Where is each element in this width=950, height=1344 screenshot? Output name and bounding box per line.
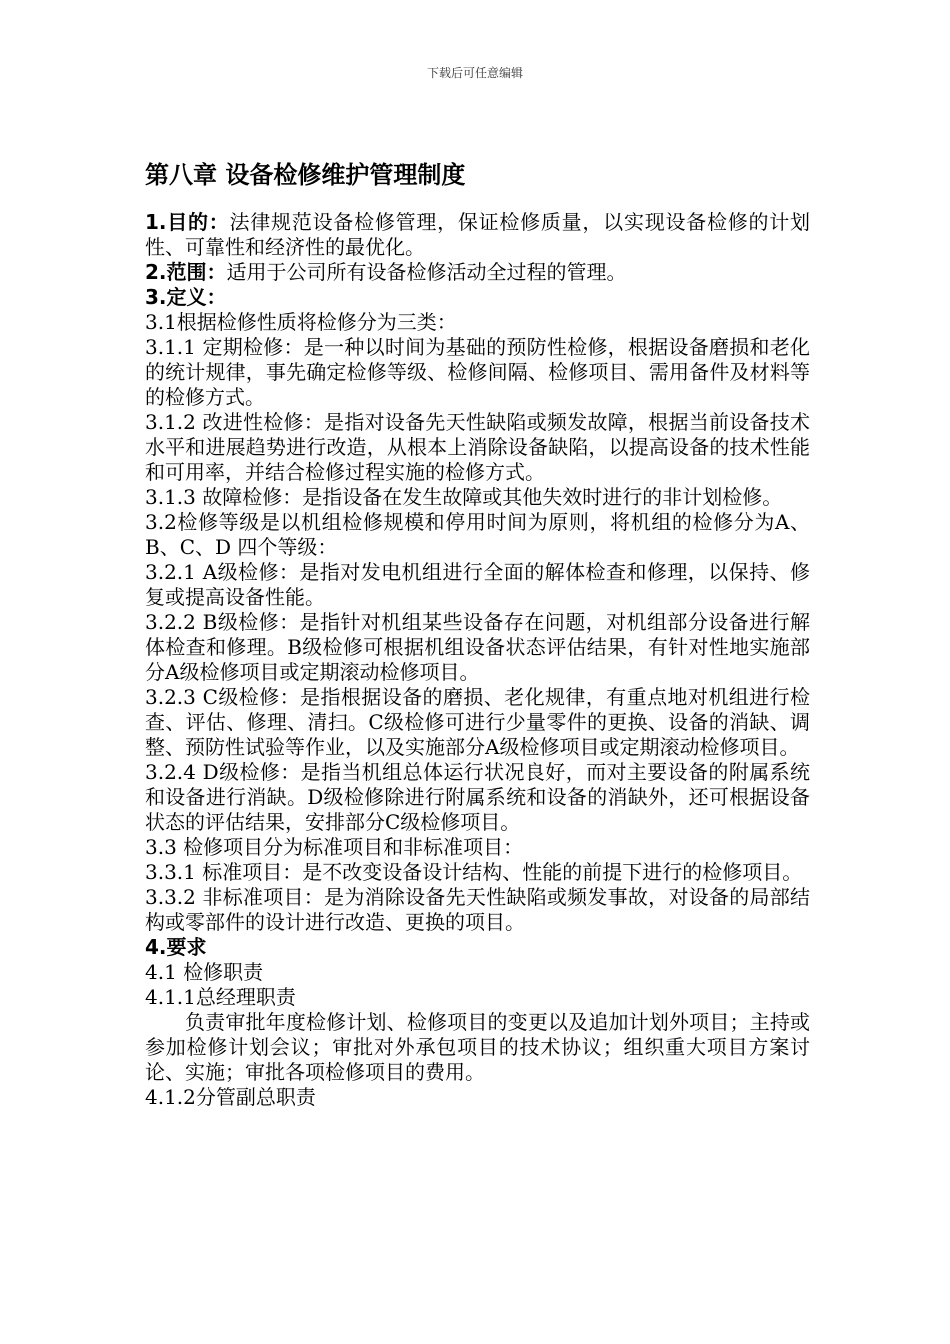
section-scope-label: 2.范围： bbox=[145, 260, 227, 284]
section-purpose-text: 法律规范设备检修管理，保证检修质量，以实现设备检修的计划性、可靠性和经济性的最优化。 bbox=[145, 210, 811, 259]
paragraph-3-2: 3.2检修等级是以机组检修规模和停用时间为原则，将机组的检修分为A、B、C、D 四个等级： bbox=[145, 510, 810, 559]
paragraph-4-1-1: 4.1.1总经理职责 bbox=[145, 985, 296, 1009]
document-body bbox=[145, 210, 810, 1110]
section-definition bbox=[145, 285, 810, 310]
section-requirements bbox=[145, 935, 810, 960]
paragraph-3-2-3: 3.2.3 C级检修：是指根据设备的磨损、老化规律，有重点地对机组进行检查、评估、修理、清扫。C级检修可进行少量零件的更换、设备的消缺、调整、预防性试验等作业，以及实施部分A级检修项目或定期滚动检修项目。 bbox=[145, 685, 810, 759]
paragraph-4-1-2: 4.1.2分管副总职责 bbox=[145, 1085, 316, 1109]
section-requirements-label: 4.要求 bbox=[145, 935, 207, 959]
section-definition-label: 3.定义： bbox=[145, 285, 227, 309]
paragraph-4-1-1-body: 负责审批年度检修计划、检修项目的变更以及追加计划外项目；主持或参加检修计划会议；审批对外承包项目的技术协议；组织重大项目方案讨论、实施；审批各项检修项目的费用。 bbox=[145, 1010, 810, 1084]
section-purpose bbox=[145, 210, 810, 260]
paragraph-3-3-2: 3.3.2 非标准项目：是为消除设备先天性缺陷或频发事故，对设备的局部结构或零部件的设计进行改造、更换的项目。 bbox=[145, 885, 810, 934]
paragraph-3-1-2: 3.1.2 改进性检修：是指对设备先天性缺陷或频发故障，根据当前设备技术水平和进展趋势进行改造，从根本上消除设备缺陷，以提高设备的技术性能和可用率，并结合检修过程实施的检修方式。 bbox=[145, 410, 810, 484]
paragraph-3-2-2: 3.2.2 B级检修：是指针对机组某些设备存在问题，对机组部分设备进行解体检查和修理。B级检修可根据机组设备状态评估结果，有针对性地实施部分A级检修项目或定期滚动检修项目。 bbox=[145, 610, 810, 684]
paragraph-3-3-1: 3.3.1 标准项目：是不改变设备设计结构、性能的前提下进行的检修项目。 bbox=[145, 860, 803, 884]
paragraph-3-3: 3.3 检修项目分为标准项目和非标准项目： bbox=[145, 835, 524, 859]
section-scope bbox=[145, 260, 810, 285]
page-title: 第八章 设备检修维护管理制度 bbox=[145, 161, 466, 189]
section-purpose-label: 1.目的： bbox=[145, 210, 230, 234]
paragraph-3-2-1: 3.2.1 A级检修：是指对发电机组进行全面的解体检查和修理，以保持、修复或提高设备性能。 bbox=[145, 560, 810, 609]
paragraph-3-1: 3.1根据检修性质将检修分为三类： bbox=[145, 310, 457, 334]
header-note: 下载后可任意编辑 bbox=[426, 66, 523, 80]
section-scope-text: 适用于公司所有设备检修活动全过程的管理。 bbox=[226, 260, 627, 284]
paragraph-3-1-3: 3.1.3 故障检修：是指设备在发生故障或其他失效时进行的非计划检修。 bbox=[145, 485, 783, 509]
paragraph-3-2-4: 3.2.4 D级检修：是指当机组总体运行状况良好，而对主要设备的附属系统和设备进行消缺。D级检修除进行附属系统和设备的消缺外，还可根据设备状态的评估结果，安排部分C级检修项目。 bbox=[145, 760, 810, 834]
paragraph-3-1-1: 3.1.1 定期检修：是一种以时间为基础的预防性检修，根据设备磨损和老化的统计规律，事先确定检修等级、检修间隔、检修项目、需用备件及材料等的检修方式。 bbox=[145, 335, 810, 409]
paragraph-4-1: 4.1 检修职责 bbox=[145, 960, 264, 984]
